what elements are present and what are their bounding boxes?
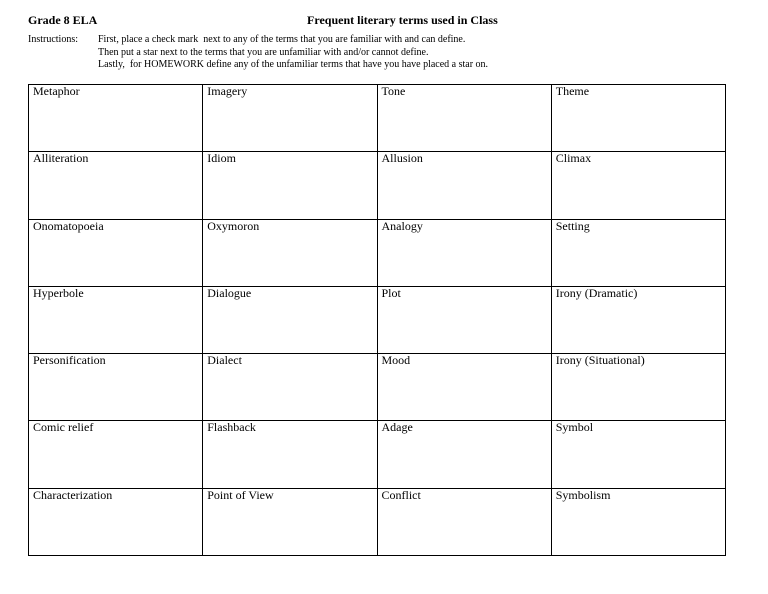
term-label: Onomatopoeia	[33, 218, 104, 233]
term-cell	[551, 85, 725, 152]
term-cell	[203, 219, 377, 286]
term-cell	[29, 219, 203, 286]
term-cell	[29, 85, 203, 152]
course-label: Grade 8 ELA	[28, 13, 98, 27]
term-label: Adage	[381, 420, 413, 435]
instruction-line: Then put a star next to the terms that you are unfamiliar with and/or cannot define.	[98, 46, 429, 58]
table-row	[29, 421, 726, 488]
term-cell	[551, 488, 725, 555]
term-cell	[377, 354, 551, 421]
term-cell	[29, 286, 203, 353]
term-label: Idiom	[207, 151, 236, 166]
table-row	[29, 488, 726, 555]
term-cell	[203, 85, 377, 152]
instructions-label: Instructions:	[28, 34, 78, 45]
term-label: Irony (Situational)	[555, 353, 645, 368]
term-label: Comic relief	[33, 420, 94, 435]
term-label: Symbolism	[555, 487, 611, 502]
term-cell	[377, 152, 551, 219]
term-label: Oxymoron	[207, 218, 260, 233]
term-cell	[29, 488, 203, 555]
term-cell	[377, 219, 551, 286]
term-cell	[203, 488, 377, 555]
term-label: Hyperbole	[33, 285, 84, 300]
term-cell	[203, 421, 377, 488]
instructions-text	[98, 34, 488, 72]
table-row	[29, 152, 726, 219]
term-cell	[203, 286, 377, 353]
instruction-line: First, place a check mark next to any of the terms that you are familiar with and can define.	[98, 34, 466, 45]
term-cell	[551, 219, 725, 286]
literary-terms-table	[28, 84, 726, 556]
term-cell	[377, 421, 551, 488]
term-label: Characterization	[33, 487, 113, 502]
term-label: Tone	[381, 84, 406, 98]
term-cell	[377, 488, 551, 555]
term-label: Symbol	[555, 420, 594, 435]
term-label: Conflict	[381, 487, 421, 502]
table-row	[29, 354, 726, 421]
term-label: Allusion	[381, 151, 423, 166]
term-cell	[551, 421, 725, 488]
term-label: Mood	[381, 353, 411, 368]
term-cell	[29, 354, 203, 421]
term-cell	[551, 152, 725, 219]
term-label: Irony (Dramatic)	[555, 285, 638, 300]
term-label: Imagery	[207, 84, 248, 98]
term-label: Alliteration	[33, 151, 89, 166]
table-row	[29, 85, 726, 152]
table-row	[29, 286, 726, 353]
page-title: Frequent literary terms used in Class	[307, 13, 498, 27]
term-cell	[551, 354, 725, 421]
term-cell	[29, 421, 203, 488]
term-label: Metaphor	[33, 84, 80, 98]
term-label: Climax	[555, 151, 592, 166]
term-label: Plot	[381, 285, 401, 300]
term-label: Theme	[555, 84, 590, 98]
term-cell	[203, 152, 377, 219]
term-label: Flashback	[207, 420, 256, 435]
term-cell	[551, 286, 725, 353]
term-cell	[29, 152, 203, 219]
instruction-line: Lastly, for HOMEWORK define any of the unfamiliar terms that have you have placed a star on.	[98, 59, 489, 70]
term-label: Point of View	[207, 487, 274, 502]
term-label: Dialogue	[207, 285, 252, 300]
term-cell	[377, 85, 551, 152]
term-label: Personification	[33, 353, 106, 368]
term-label: Setting	[555, 218, 590, 233]
term-cell	[203, 354, 377, 421]
table-row	[29, 219, 726, 286]
term-cell	[377, 286, 551, 353]
term-label: Analogy	[381, 218, 423, 233]
term-label: Dialect	[207, 353, 242, 368]
